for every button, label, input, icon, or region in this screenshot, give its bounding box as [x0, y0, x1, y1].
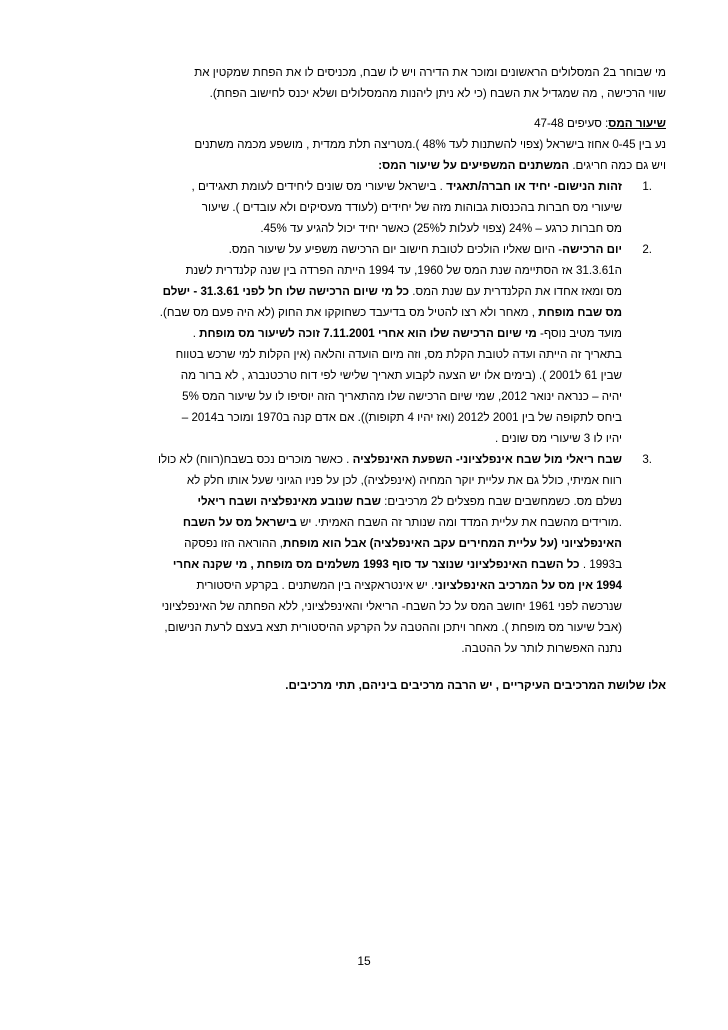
item2-line-7: שבין 61 ל2001 ). (בימים אלו יש הצעה לקבוע תאריך שלישי לפי דוח טרכטנברג , לא ברור מה — [180, 369, 622, 382]
conclusion-text: אלו שלושת המרכיבים העיקריים , יש הרבה מרכיבים ביניהם, תתי מרכיבים. — [285, 679, 666, 692]
list-item-identity — [60, 176, 666, 239]
item2-line-3: מס ומאז אחדו את הקלנדרית עם שנת המס. — [409, 285, 622, 298]
intro-line-1: מי שבוחר ב2 המסלולים הראשונים ומוכר את הדירה ויש לו שבח, מכניסים לו את הפחת שמקטין את — [194, 66, 666, 79]
item3-line-7: . יש אינטראקציה בין המשתנים . בקרקע היסטורית — [196, 579, 435, 592]
list-number: 1. — [642, 180, 652, 193]
item1-line-2: שיעורי מס חברות בהכנסות גבוהות מזה של יחידים (לעודד מעסיקים ולא עובדים ). שיעור — [201, 201, 622, 214]
list-number: 2. — [642, 243, 652, 256]
item3-line-7-bold: 1994 אין מס על המרכיב האינפלציוני — [434, 579, 622, 592]
list-item-inflation — [60, 449, 666, 659]
item3-line-8: שנרכשה לפני 1961 יחושב המס על כל השבח- הריאלי והאינפלציוני, ללא הפחתה של האינפלציוני — [161, 600, 622, 613]
item3-line-4-bold: בישראל מס על השבח — [182, 516, 297, 529]
item3-line-3-bold: שבח שנובע מאינפלציה ושבח ריאלי — [197, 495, 381, 508]
item2-line-3-bold: כל מי שיום הרכישה שלו חל לפני 31.3.61 - ישלם — [162, 285, 410, 298]
item3-line-5: , ההוראה הזו נפסקה — [184, 537, 284, 550]
document-body — [60, 62, 666, 696]
conclusion — [60, 675, 666, 696]
item2-line-2: ה31.3.61 אז הסתיימה שנת המס של 1960, עד 1994 הייתה הפרדה בין שנה קלנדרית לשנת — [185, 264, 622, 277]
item3-line-2: רווח אמיתי, כולל גם את עליית יוקר המחיה (אינפלציה), לכן על פניו הגיוני שעל אותו חלק לא — [186, 474, 622, 487]
tax-rate-sections: : סעיפים 47-48 — [534, 117, 609, 130]
intro-paragraph — [60, 62, 666, 104]
item2-line-5: מועד מטיב נוסף- — [536, 327, 622, 340]
tax-rate-line-2: ויש גם כמה חריגים. — [569, 159, 666, 172]
item1-line-3: מס חברות כרגע – 24% (צפוי לעלות ל25%) כאשר יחיד יכול להגיע עד 45%. — [260, 222, 622, 235]
item2-line-8: יהיה – כנראה ינואר 2012, שמי שיום הרכישה שלו מהתאריך הזה יוסיפו לו על שיעור המס 5% — [182, 390, 622, 403]
item1-bold: זהות הנישום- יחיד או חברה/תאגיד — [446, 180, 622, 193]
item1-line-1: . בישראל שיעורי מס שונים ליחידים לעומת תאגידים , — [191, 180, 447, 193]
item2-bold: יום הרכישה — [562, 243, 622, 256]
item3-line-4: .מורידים מהשבח את עליית המדד ומה שנותר זה השבח האמיתי. יש — [296, 516, 622, 529]
item3-line-10: נתנה האפשרות לותר על ההטבה. — [461, 642, 622, 655]
item2-line-4: , מאחר ולא רצו להטיל מס בדיעבד כשחוקקו את החוק (לא היה פעם מס שבח). — [159, 306, 539, 319]
item3-line-1: . כאשר מוכרים נכס בשבח(רווח) לא כולו — [157, 453, 353, 466]
tax-rate-line-1: נע בין 0-45 אחוז בישראל (צפוי להשתנות לעד 48% ).מטריצה תלת ממדית , מושפע מכמה משתנים — [194, 138, 666, 151]
list-number: 3. — [642, 453, 652, 466]
item2-line-4-bold: מס שבח מופחת — [538, 306, 622, 319]
item3-line-6: ב1993 . — [579, 558, 622, 571]
page-number: 15 — [357, 954, 371, 968]
item2-line-6: בתאריך זה הייתה ועדה לטובת הקלת מס, וזה מיום הועדה והלאה (אין הקלות למי שרכש בטווח — [175, 348, 622, 361]
variables-heading: המשתנים המשפיעים על שיעור המס: — [378, 159, 570, 172]
intro-line-2: שווי הרכישה , מה שמגדיל את השבח (כי לא ניתן ליהנות מהמסלולים ושלא יכנס לחישוב הפחת). — [209, 87, 666, 100]
item2-line-10: יהיו לו 3 שיעורי מס שונים . — [495, 432, 622, 445]
item2-line-5-end: . — [192, 327, 200, 340]
item2-line-5-bold: מי שיום הרכישה שלו הוא אחרי 7.11.2001 זוכה לשיעור מס מופחת — [199, 327, 537, 340]
tax-rate-paragraph — [60, 113, 666, 176]
item3-line-6-bold: כל השבח האינפלציוני שנוצר עד סוף 1993 משלמים מס מופחת , מי שקנה אחרי — [172, 558, 580, 571]
tax-rate-heading: שיעור המס — [608, 117, 666, 130]
item3-line-3: נשלם מס. כשמחשבים שבח מפצלים ל2 מרכיבים: — [380, 495, 622, 508]
item3-line-9: (אבל שיעור מס מופחת ). מאחר ויתכן וההטבה על הקרקע ההיסטורית תצא בעצם לרעת הנישום, — [164, 621, 622, 634]
item2-line-9: ביחס לתקופה של בין 2001 ל2012 (ואז יהיו 4 תקופות)). אם אדם קנה ב1970 ומוכר ב2014 – — [181, 411, 622, 424]
item3-bold: שבח ריאלי מול שבח אינפלציוני- השפעת האינפלציה — [352, 453, 622, 466]
item2-line-1: - היום שאליו הולכים לטובת חישוב יום הרכישה משפיע על שיעור המס. — [228, 243, 563, 256]
item3-line-5-bold: האינפלציוני (על עליית המחירים עקב האינפלציה) אבל הוא מופחת — [283, 537, 622, 550]
list-item-purchase-date — [60, 239, 666, 449]
